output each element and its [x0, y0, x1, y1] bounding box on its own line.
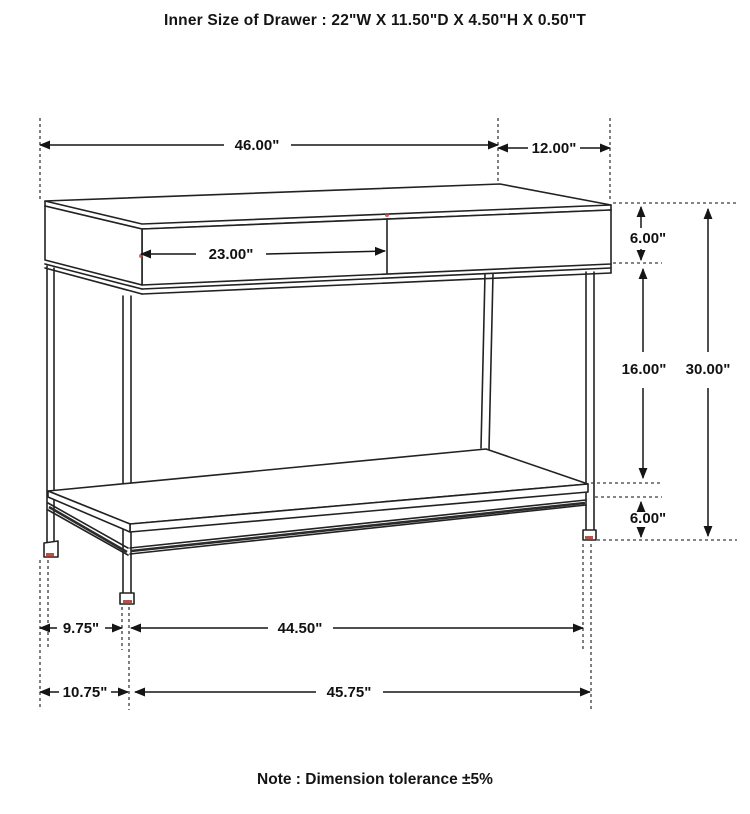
dim-label-overall-height: 30.00" — [685, 361, 731, 378]
dim-label-top-width: 46.00" — [234, 137, 280, 154]
dim-front-width-inner — [131, 620, 583, 637]
dim-label-open-clearance-height: 16.00" — [621, 361, 667, 378]
drawer-inner-size-title: Inner Size of Drawer : 22"W X 11.50"D X 4.50"H X 0.50"T — [163, 12, 587, 29]
dim-label-drawer-box-height: 6.00" — [629, 230, 667, 247]
tolerance-note: Note : Dimension tolerance ±5% — [257, 771, 493, 788]
dim-side-depth-inner — [40, 620, 122, 637]
bottom-shelf — [48, 449, 588, 532]
dim-label-front-width-inner: 44.50" — [277, 620, 323, 637]
dim-label-front-width-outer: 45.75" — [326, 684, 372, 701]
dim-drawer-box-height — [630, 207, 666, 260]
dim-label-top-depth: 12.00" — [531, 140, 577, 157]
dim-label-side-depth-outer: 10.75" — [62, 684, 108, 701]
dim-top-width — [40, 137, 498, 154]
leg-back-right — [481, 274, 493, 450]
dim-label-shelf-to-floor-height: 6.00" — [629, 510, 667, 527]
dim-side-depth-outer — [40, 684, 128, 701]
dim-top-depth — [498, 140, 610, 157]
dim-shelf-to-floor-height — [630, 502, 666, 537]
leg-back-left — [44, 266, 58, 557]
dim-open-clearance-height — [622, 269, 667, 478]
dim-front-width-outer — [135, 684, 590, 701]
dim-label-side-depth-inner: 9.75" — [62, 620, 100, 637]
leg-front-left — [120, 296, 134, 604]
table-drawing — [44, 184, 611, 604]
dim-overall-height — [686, 209, 731, 536]
dim-label-drawer-front-width: 23.00" — [208, 246, 254, 263]
